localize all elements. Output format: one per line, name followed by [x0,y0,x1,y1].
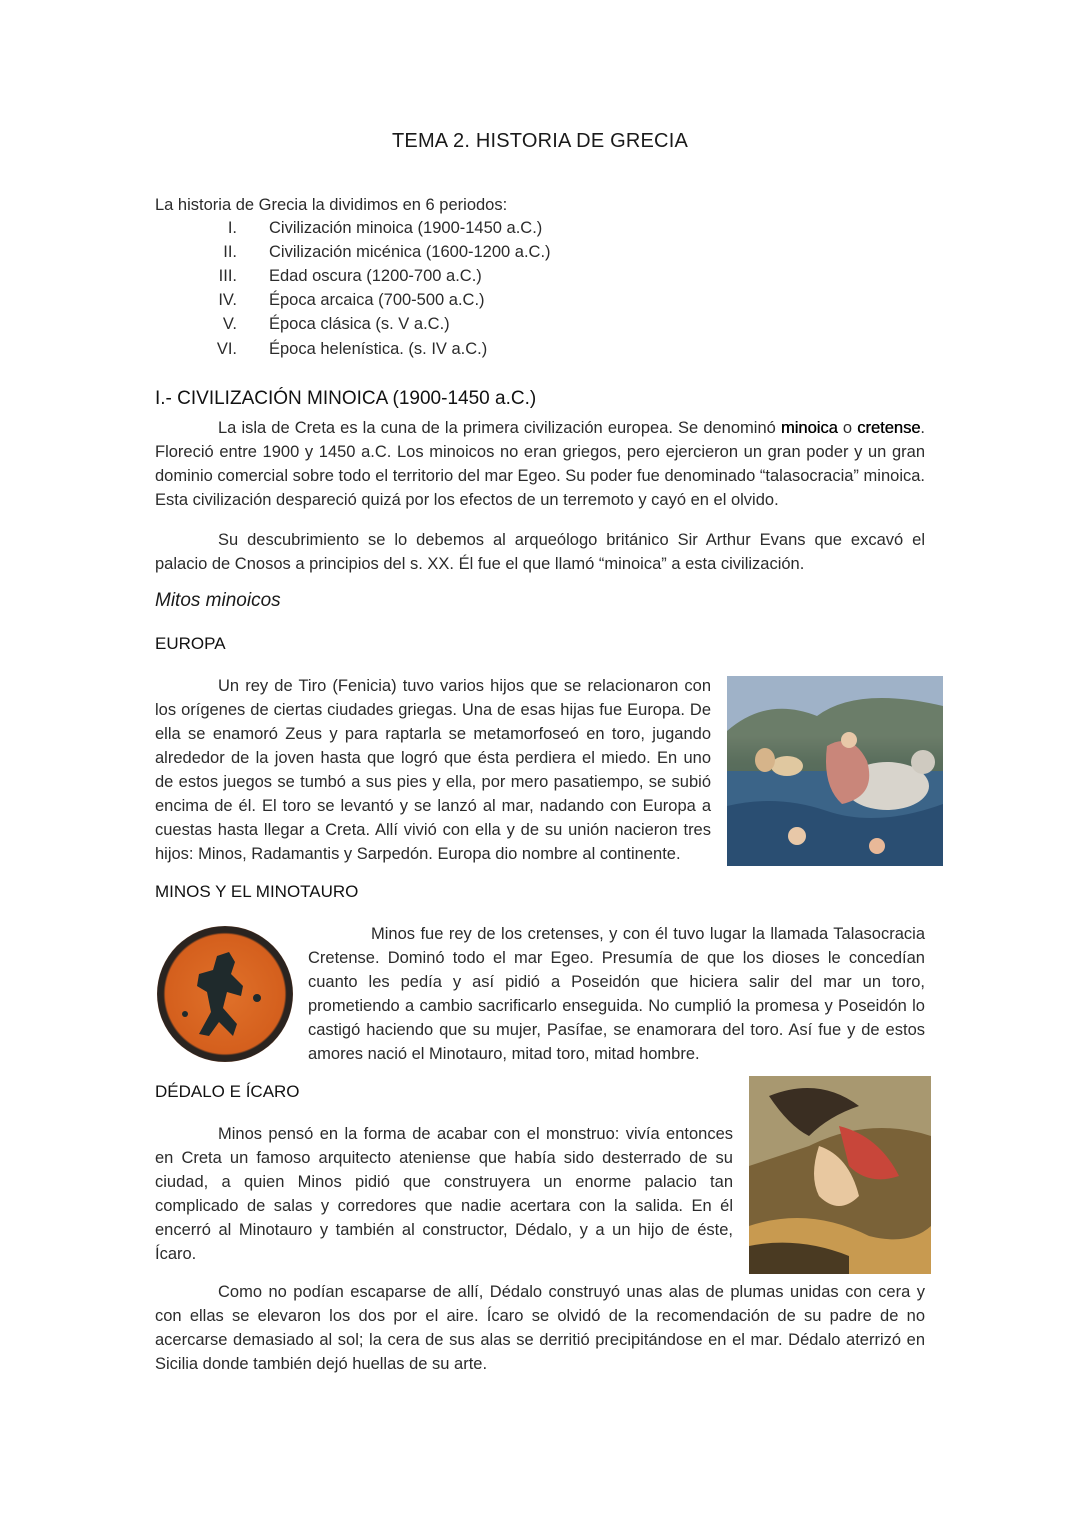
paragraph-text: . Floreció entre 1900 y 1450 a.C. Los minoicos no eran griegos, pero ejercieron un gran poder y un gran dominio comercial sobre todo el territorio del mar Egeo. Su poder fue denominado “talasocracia” minoica. Esta civilización despareció quizá por los efectos de un terremoto y cayó en el olvido. [155,419,925,509]
period-number: IV. [218,291,237,310]
period-number: V. [222,315,237,334]
section-paragraph-1 [155,416,925,512]
page-title: TEMA 2. HISTORIA DE GRECIA [391,130,688,152]
intro-text: La historia de Grecia la dividimos en 6 periodos: [155,196,508,214]
bold-term-cretense: cretense [857,419,921,437]
minotaur-vase-image [157,926,293,1062]
period-text: Civilización micénica (1600-1200 a.C.) [269,242,551,261]
period-number: III. [218,266,237,285]
period-text: Época helenística. (s. IV a.C.) [269,339,488,358]
icarus-painting-image [749,1076,931,1274]
list-item [155,240,655,264]
europa-paragraph: Un rey de Tiro (Fenicia) tuvo varios hijos que se relacionaron con los orígenes de ciertas ciudades griegas. Una de esas hijas fue Europa. De ella se enamoró Zeus y para raptarla se metamorfoseó en toro, jugando alrededor de la joven hasta que logró que ésta perdiera el miedo. En uno de estos juegos se tumbó a sus pies y ella, por mero pasatiempo, se subió encima de él. El toro se levantó y se lanzó al mar, nadando con Europa a cuestas hasta llegar a Creta. Allí vivió con ella y de su unión nacieron tres hijos: Minos, Radamantis y Sarpedón. Europa dio nombre al continente. [155,677,711,863]
section-paragraph-2: Su descubrimiento se lo debemos al arqueólogo británico Sir Arthur Evans que excavó el palacio de Cnosos a principios del s. XX. Él fue el que llamó “minoica” a esta civilización. [155,531,925,573]
period-text: Edad oscura (1200-700 a.C.) [269,266,482,285]
paragraph-text: o [837,419,858,437]
paragraph-text: La isla de Creta es la cuna de la primera civilización europea. Se denominó [218,419,781,437]
period-number: VI. [216,339,237,358]
list-item [155,216,655,240]
dedalo-paragraph-2: Como no podían escaparse de allí, Dédalo construyó unas alas de plumas unidas con cera y con ellas se elevaron los dos por el aire. Ícaro se olvidó de la recomendación de su padre de no acercarse demasiado al sol; la cera de sus alas se derritió precipitándose en el mar. Dédalo aterrizó en Sicilia donde también dejó huellas de su arte. [155,1283,925,1373]
list-item [155,313,655,337]
myths-subtitle: Mitos minoicos [155,590,281,611]
list-item [155,337,655,361]
dedalo-paragraph-1: Minos pensó en la forma de acabar con el monstruo: vivía entonces en Creta un famoso arquitecto ateniense que había sido desterrado de su ciudad, a quien Minos pidió que construyera un enorme palacio tan complicado de salas y corredores que nadie acertara con la salida. En él encerró al Minotauro y también al constructor, Dédalo, y a un hijo de éste, Ícaro. [155,1125,733,1263]
list-item [155,264,655,288]
periods-list [155,216,655,361]
minos-paragraph: Minos fue rey de los cretenses, y con él tuvo lugar la llamada Talasocracia Cretense. Dominó todo el mar Egeo. Presumía de que los dioses le concedían cuanto les pedía y así pidió a Poseidón que hiciera salir del mar un toro, prometiendo a cambio sacrificarlo enseguida. No cumplió la promesa y Poseidón lo castigó haciendo que su mujer, Pasífae, se enamorara del toro. Así fue y de estos amores nació el Minotauro, mitad toro, mitad hombre. [308,925,925,1063]
europa-heading: EUROPA [155,634,226,653]
bold-term-minoica: minoica [780,419,838,437]
period-text: Época clásica (s. V a.C.) [269,315,450,334]
period-text: Civilización minoica (1900-1450 a.C.) [269,218,543,237]
dedalo-heading: DÉDALO E ÍCARO [155,1082,300,1101]
period-number: I. [227,218,237,237]
section-heading: I.- CIVILIZACIÓN MINOICA (1900-1450 a.C.) [155,388,537,409]
list-item [155,289,655,313]
period-text: Época arcaica (700-500 a.C.) [269,291,485,310]
period-number: II. [223,242,237,261]
minos-heading: MINOS Y EL MINOTAURO [155,882,359,901]
europa-painting-image [727,676,943,866]
